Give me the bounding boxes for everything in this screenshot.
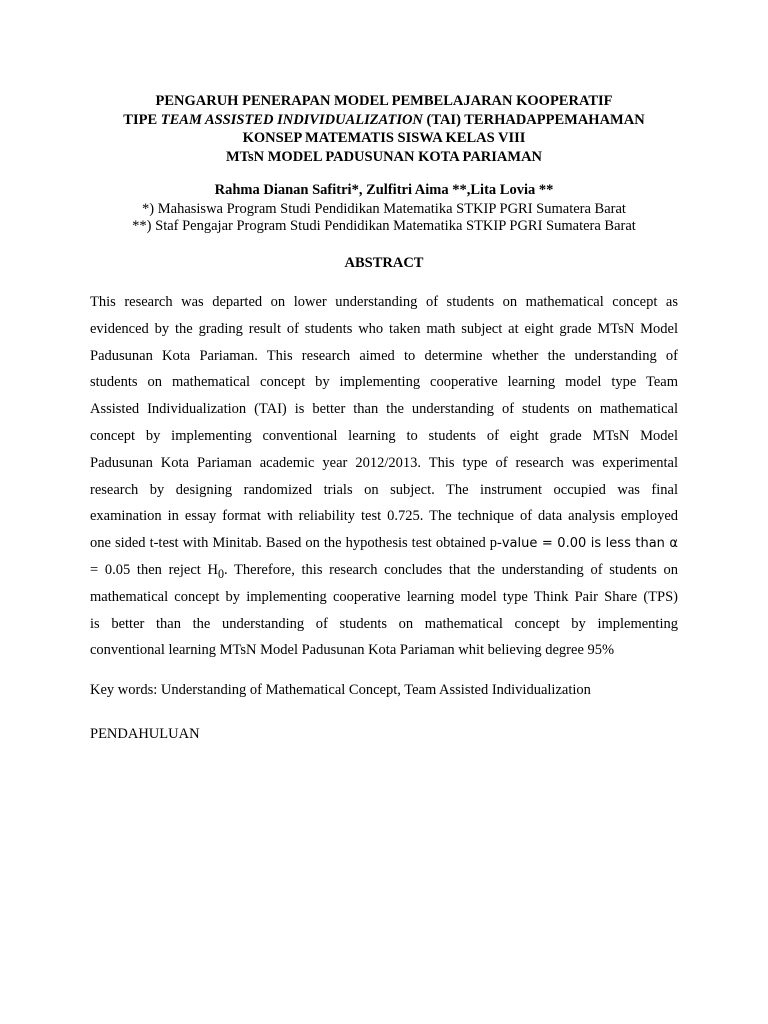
abstract-line: mathematical concept by implementing cooperative learning model type Think Pair Share (TPS): [90, 588, 678, 605]
abstract-heading: ABSTRACT: [344, 255, 424, 271]
abstract-line-hypothesis: [90, 557, 678, 584]
abstract-line: concept by implementing conventional learning to students of eight grade MTsN Model: [90, 427, 678, 444]
affiliation-1: *) Mahasiswa Program Studi Pendidikan Matematika STKIP PGRI Sumatera Barat: [142, 201, 626, 217]
abstract-body: [90, 289, 678, 664]
paper-title: [0, 92, 768, 166]
abstract-line-pvalue: [90, 530, 678, 557]
hypothesis-line-prefix: = 0.05 then reject H: [90, 561, 218, 578]
author-list: Rahma Dianan Safitri*, Zulfitri Aima **,Lita Lovia **: [214, 182, 554, 198]
title-line-4: MTsN MODEL PADUSUNAN KOTA PARIAMAN: [225, 148, 543, 165]
title-line-1: PENGARUH PENERAPAN MODEL PEMBELAJARAN KOOPERATIF: [155, 93, 613, 109]
title-line-2: [0, 111, 768, 130]
abstract-line: examination in essay format with reliability test 0.725. The technique of data analysis employed: [90, 508, 678, 525]
abstract-line: Assisted Individualization (TAI) is better than the understanding of students on mathematical: [90, 401, 678, 418]
pvalue-line-text: one sided t-test with Minitab. Based on the hypothesis test obtained p-: [90, 535, 502, 552]
abstract-line: research by designing randomized trials on subject. The instrument occupied was final: [90, 481, 678, 498]
abstract-line-last: conventional learning MTsN Model Padusunan Kota Pariaman whit believing degree 95%: [90, 642, 615, 659]
abstract-line: students on mathematical concept by implementing cooperative learning model type Team: [90, 374, 678, 391]
abstract-line: This research was departed on lower understanding of students on mathematical concept as: [90, 294, 678, 310]
section-heading-pendahuluan: PENDAHULUAN: [90, 726, 200, 742]
title-line-2-italic: TEAM ASSISTED INDIVIDUALIZATION: [160, 111, 423, 128]
keywords: Key words: Understanding of Mathematical Concept, Team Assisted Individualization: [90, 682, 591, 698]
abstract-line: Padusunan Kota Pariaman. This research aimed to determine whether the understanding of: [90, 347, 678, 364]
abstract-line: Padusunan Kota Pariaman academic year 2012/2013. This type of research was experimental: [90, 454, 678, 471]
hypothesis-line-suffix: . Therefore, this research concludes that the understanding of students on: [224, 561, 678, 578]
abstract-line: is better than the understanding of students on mathematical concept by implementing: [90, 615, 678, 632]
abstract-line: evidenced by the grading result of students who taken math subject at eight grade MTsN Model: [90, 320, 678, 337]
pvalue-equation: value = 0.00 is less than α: [501, 536, 678, 552]
title-line-2-prefix: TIPE: [123, 111, 161, 128]
title-line-3: KONSEP MATEMATIS SISWA KELAS VIII: [242, 130, 526, 146]
h0-subscript: 0: [217, 566, 224, 581]
title-line-2-suffix: (TAI) TERHADAPPEMAHAMAN: [422, 111, 645, 128]
affiliation-2: **) Staf Pengajar Program Studi Pendidikan Matematika STKIP PGRI Sumatera Barat: [132, 218, 636, 234]
